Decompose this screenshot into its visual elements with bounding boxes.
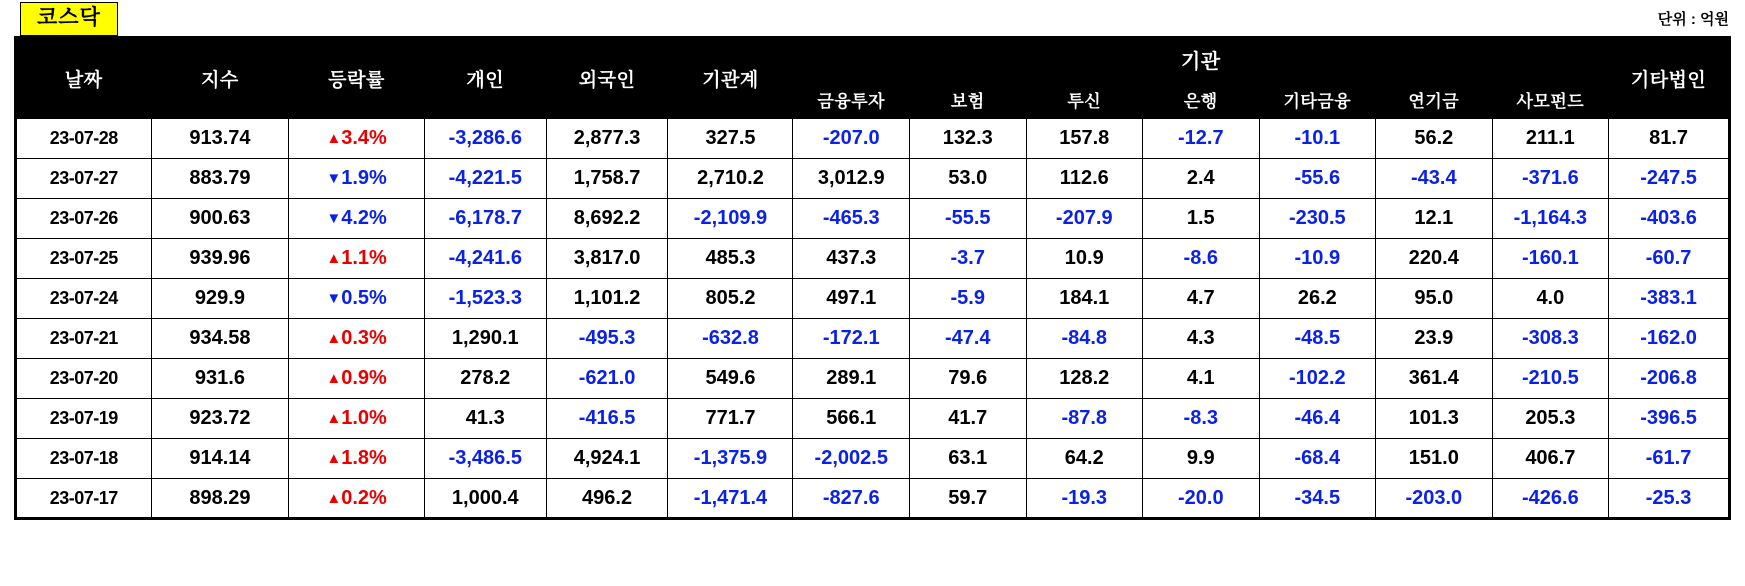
table-row: [16, 159, 1730, 199]
change-rate-value: 1.1%: [341, 247, 387, 269]
cell-date: 23-07-25: [16, 239, 152, 279]
cell-investment-trust: 112.6: [1026, 159, 1143, 199]
cell-index: 914.14: [151, 439, 289, 479]
cell-other-corp: -396.5: [1609, 399, 1730, 439]
cell-financial-investment: -207.0: [793, 119, 910, 159]
cell-investment-trust: -207.9: [1026, 199, 1143, 239]
cell-institution-total: -1,375.9: [668, 439, 793, 479]
cell-bank: 4.7: [1143, 279, 1260, 319]
cell-investment-trust: 64.2: [1026, 439, 1143, 479]
triangle-down-icon: ▼: [326, 170, 342, 187]
market-tag: 코스닥: [20, 2, 118, 36]
cell-pension-fund: -203.0: [1376, 479, 1493, 519]
cell-pension-fund: 23.9: [1376, 319, 1493, 359]
cell-other-finance: -55.6: [1259, 159, 1376, 199]
table-row: [16, 399, 1730, 439]
table-row: [16, 279, 1730, 319]
cell-pension-fund: 101.3: [1376, 399, 1493, 439]
cell-change-rate: [289, 319, 425, 359]
cell-individual: -6,178.7: [424, 199, 546, 239]
cell-pension-fund: 361.4: [1376, 359, 1493, 399]
cell-date: 23-07-28: [16, 119, 152, 159]
col-header-pension-fund: 연기금: [1376, 81, 1493, 119]
cell-index: 929.9: [151, 279, 289, 319]
cell-private-fund: 205.3: [1492, 399, 1609, 439]
cell-investment-trust: 128.2: [1026, 359, 1143, 399]
cell-index: 898.29: [151, 479, 289, 519]
cell-pension-fund: 95.0: [1376, 279, 1493, 319]
cell-insurance: -55.5: [910, 199, 1027, 239]
col-header-index: 지수: [151, 38, 289, 119]
cell-insurance: -3.7: [910, 239, 1027, 279]
col-header-bank: 은행: [1143, 81, 1260, 119]
table-row: [16, 359, 1730, 399]
cell-individual: 1,290.1: [424, 319, 546, 359]
cell-change-rate: [289, 119, 425, 159]
cell-institution-total: 2,710.2: [668, 159, 793, 199]
header-row-top: [16, 38, 1730, 81]
cell-other-corp: 81.7: [1609, 119, 1730, 159]
cell-other-corp: -403.6: [1609, 199, 1730, 239]
cell-other-finance: -46.4: [1259, 399, 1376, 439]
investor-trading-table: [14, 36, 1731, 520]
cell-index: 900.63: [151, 199, 289, 239]
table-row: [16, 479, 1730, 519]
cell-individual: -3,486.5: [424, 439, 546, 479]
col-header-institution-group: 기관: [793, 38, 1609, 81]
triangle-up-icon: ▲: [326, 130, 342, 147]
cell-other-finance: -10.9: [1259, 239, 1376, 279]
cell-other-finance: 26.2: [1259, 279, 1376, 319]
cell-change-rate: [289, 279, 425, 319]
cell-index: 931.6: [151, 359, 289, 399]
top-bar: [0, 0, 1745, 36]
cell-individual: -3,286.6: [424, 119, 546, 159]
cell-institution-total: -2,109.9: [668, 199, 793, 239]
cell-index: 923.72: [151, 399, 289, 439]
cell-investment-trust: 10.9: [1026, 239, 1143, 279]
cell-pension-fund: 56.2: [1376, 119, 1493, 159]
cell-bank: 4.1: [1143, 359, 1260, 399]
cell-bank: 4.3: [1143, 319, 1260, 359]
cell-date: 23-07-21: [16, 319, 152, 359]
cell-other-finance: -10.1: [1259, 119, 1376, 159]
cell-change-rate: [289, 359, 425, 399]
cell-pension-fund: 12.1: [1376, 199, 1493, 239]
cell-other-corp: -383.1: [1609, 279, 1730, 319]
cell-change-rate: [289, 399, 425, 439]
cell-private-fund: 406.7: [1492, 439, 1609, 479]
change-rate-value: 1.9%: [341, 167, 387, 189]
cell-individual: -4,241.6: [424, 239, 546, 279]
col-header-investment-trust: 투신: [1026, 81, 1143, 119]
cell-other-corp: -60.7: [1609, 239, 1730, 279]
table-body: [16, 119, 1730, 519]
cell-other-corp: -206.8: [1609, 359, 1730, 399]
cell-change-rate: [289, 439, 425, 479]
cell-private-fund: -1,164.3: [1492, 199, 1609, 239]
cell-change-rate: [289, 159, 425, 199]
triangle-down-icon: ▼: [326, 210, 342, 227]
cell-individual: -4,221.5: [424, 159, 546, 199]
cell-other-corp: -61.7: [1609, 439, 1730, 479]
cell-foreign: 2,877.3: [546, 119, 668, 159]
cell-private-fund: 211.1: [1492, 119, 1609, 159]
cell-other-finance: -48.5: [1259, 319, 1376, 359]
cell-other-corp: -247.5: [1609, 159, 1730, 199]
cell-institution-total: -1,471.4: [668, 479, 793, 519]
change-rate-value: 0.2%: [341, 486, 387, 509]
change-rate-value: 3.4%: [341, 127, 387, 149]
cell-foreign: 496.2: [546, 479, 668, 519]
cell-foreign: 1,101.2: [546, 279, 668, 319]
cell-date: 23-07-24: [16, 279, 152, 319]
col-header-financial-investment: 금융투자: [793, 81, 910, 119]
cell-institution-total: 485.3: [668, 239, 793, 279]
cell-foreign: 8,692.2: [546, 199, 668, 239]
cell-change-rate: [289, 479, 425, 519]
cell-date: 23-07-26: [16, 199, 152, 239]
cell-foreign: 3,817.0: [546, 239, 668, 279]
table-row: [16, 439, 1730, 479]
cell-other-finance: -102.2: [1259, 359, 1376, 399]
col-header-date: 날짜: [16, 38, 152, 119]
cell-private-fund: -210.5: [1492, 359, 1609, 399]
change-rate-value: 4.2%: [341, 207, 387, 229]
cell-insurance: 53.0: [910, 159, 1027, 199]
cell-foreign: 1,758.7: [546, 159, 668, 199]
change-rate-value: 1.0%: [341, 407, 387, 429]
cell-insurance: 63.1: [910, 439, 1027, 479]
cell-foreign: -495.3: [546, 319, 668, 359]
table-row: [16, 319, 1730, 359]
table-row: [16, 119, 1730, 159]
cell-financial-investment: -172.1: [793, 319, 910, 359]
cell-financial-investment: -465.3: [793, 199, 910, 239]
cell-bank: -8.3: [1143, 399, 1260, 439]
col-header-other-finance: 기타금융: [1259, 81, 1376, 119]
table-row: [16, 199, 1730, 239]
cell-pension-fund: -43.4: [1376, 159, 1493, 199]
cell-private-fund: -426.6: [1492, 479, 1609, 519]
cell-bank: -20.0: [1143, 479, 1260, 519]
cell-institution-total: 771.7: [668, 399, 793, 439]
cell-institution-total: 549.6: [668, 359, 793, 399]
cell-individual: -1,523.3: [424, 279, 546, 319]
cell-foreign: -621.0: [546, 359, 668, 399]
cell-pension-fund: 220.4: [1376, 239, 1493, 279]
col-header-foreign: 외국인: [546, 38, 668, 119]
change-rate-value: 0.5%: [341, 287, 387, 309]
col-header-institution-total: 기관계: [668, 38, 793, 119]
cell-institution-total: 805.2: [668, 279, 793, 319]
cell-other-finance: -230.5: [1259, 199, 1376, 239]
cell-date: 23-07-17: [16, 479, 152, 519]
cell-institution-total: 327.5: [668, 119, 793, 159]
cell-financial-investment: -2,002.5: [793, 439, 910, 479]
cell-insurance: 132.3: [910, 119, 1027, 159]
triangle-down-icon: ▼: [326, 290, 342, 307]
col-header-insurance: 보험: [910, 81, 1027, 119]
cell-bank: 9.9: [1143, 439, 1260, 479]
change-rate-value: 0.9%: [341, 367, 387, 389]
triangle-up-icon: ▲: [326, 370, 342, 387]
cell-investment-trust: -87.8: [1026, 399, 1143, 439]
cell-institution-total: -632.8: [668, 319, 793, 359]
cell-index: 934.58: [151, 319, 289, 359]
cell-individual: 278.2: [424, 359, 546, 399]
triangle-up-icon: ▲: [326, 250, 342, 267]
cell-insurance: -5.9: [910, 279, 1027, 319]
cell-investment-trust: -84.8: [1026, 319, 1143, 359]
cell-bank: 1.5: [1143, 199, 1260, 239]
cell-private-fund: 4.0: [1492, 279, 1609, 319]
cell-change-rate: [289, 239, 425, 279]
col-header-individual: 개인: [424, 38, 546, 119]
cell-investment-trust: -19.3: [1026, 479, 1143, 519]
cell-financial-investment: 497.1: [793, 279, 910, 319]
cell-bank: -12.7: [1143, 119, 1260, 159]
cell-other-finance: -34.5: [1259, 479, 1376, 519]
cell-private-fund: -371.6: [1492, 159, 1609, 199]
col-header-other-corp: 기타법인: [1609, 38, 1730, 119]
cell-bank: -8.6: [1143, 239, 1260, 279]
table-head: [16, 38, 1730, 119]
cell-bank: 2.4: [1143, 159, 1260, 199]
cell-date: 23-07-19: [16, 399, 152, 439]
cell-date: 23-07-27: [16, 159, 152, 199]
triangle-up-icon: ▲: [326, 489, 342, 507]
cell-insurance: -47.4: [910, 319, 1027, 359]
triangle-up-icon: ▲: [326, 450, 342, 467]
cell-individual: 1,000.4: [424, 479, 546, 519]
cell-financial-investment: 289.1: [793, 359, 910, 399]
table-container: [0, 36, 1745, 520]
change-rate-value: 0.3%: [341, 327, 387, 349]
col-header-private-fund: 사모펀드: [1492, 81, 1609, 119]
cell-other-finance: -68.4: [1259, 439, 1376, 479]
change-rate-value: 1.8%: [341, 447, 387, 469]
cell-individual: 41.3: [424, 399, 546, 439]
cell-index: 913.74: [151, 119, 289, 159]
cell-other-corp: -25.3: [1609, 479, 1730, 519]
cell-insurance: 79.6: [910, 359, 1027, 399]
cell-financial-investment: 437.3: [793, 239, 910, 279]
cell-financial-investment: -827.6: [793, 479, 910, 519]
cell-index: 939.96: [151, 239, 289, 279]
cell-financial-investment: 3,012.9: [793, 159, 910, 199]
cell-investment-trust: 157.8: [1026, 119, 1143, 159]
triangle-up-icon: ▲: [326, 410, 342, 427]
cell-private-fund: -160.1: [1492, 239, 1609, 279]
cell-pension-fund: 151.0: [1376, 439, 1493, 479]
cell-investment-trust: 184.1: [1026, 279, 1143, 319]
cell-financial-investment: 566.1: [793, 399, 910, 439]
unit-note: 단위 : 억원: [1657, 11, 1729, 28]
cell-date: 23-07-20: [16, 359, 152, 399]
table-row: [16, 239, 1730, 279]
cell-change-rate: [289, 199, 425, 239]
triangle-up-icon: ▲: [326, 330, 342, 347]
cell-foreign: -416.5: [546, 399, 668, 439]
cell-insurance: 41.7: [910, 399, 1027, 439]
cell-foreign: 4,924.1: [546, 439, 668, 479]
cell-insurance: 59.7: [910, 479, 1027, 519]
cell-other-corp: -162.0: [1609, 319, 1730, 359]
col-header-change-rate: 등락률: [289, 38, 425, 119]
cell-private-fund: -308.3: [1492, 319, 1609, 359]
cell-date: 23-07-18: [16, 439, 152, 479]
cell-index: 883.79: [151, 159, 289, 199]
